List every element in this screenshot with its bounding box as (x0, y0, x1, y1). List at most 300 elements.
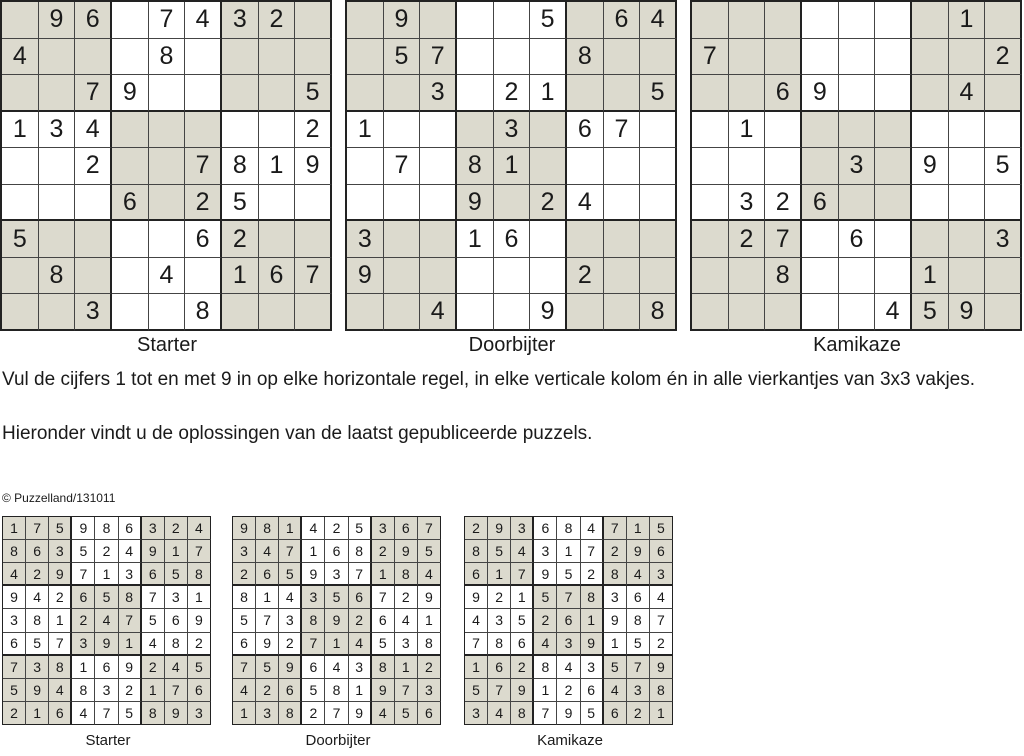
sudoku-cell: 7 (581, 540, 604, 563)
sudoku-cell: 5 (2, 221, 39, 258)
sudoku-cell (494, 39, 531, 76)
sudoku-cell: 4 (325, 656, 348, 679)
sudoku-cell (420, 148, 457, 185)
sudoku-cell: 5 (511, 609, 534, 632)
sudoku-cell: 4 (949, 75, 986, 112)
sudoku-cell (530, 39, 567, 76)
sudoku-cell (912, 221, 949, 258)
sudoku-cell: 4 (233, 679, 256, 702)
sudoku-cell (875, 148, 912, 185)
sudoku-cell (457, 112, 494, 149)
sudoku-cell: 8 (188, 563, 211, 586)
sudoku-cell (112, 39, 149, 76)
sudoku-cell (949, 148, 986, 185)
sudoku-cell: 6 (3, 633, 26, 656)
sudoku-cell (530, 148, 567, 185)
sudoku-cell: 3 (72, 633, 95, 656)
sudoku-cell: 4 (188, 517, 211, 540)
sudoku-cell: 9 (650, 656, 673, 679)
sudoku-cell: 4 (418, 563, 441, 586)
sudoku-cell: 3 (488, 609, 511, 632)
sudoku-cell: 5 (26, 633, 49, 656)
sudoku-cell: 7 (165, 679, 188, 702)
sudoku-cell: 4 (95, 609, 118, 632)
sudoku-cell (875, 2, 912, 39)
sudoku-cell: 3 (581, 656, 604, 679)
sudoku-cell (149, 75, 186, 112)
sudoku-cell (765, 2, 802, 39)
sudoku-cell: 5 (384, 39, 421, 76)
sudoku-cell (765, 112, 802, 149)
sudoku-cell: 1 (534, 679, 557, 702)
sudoku-cell (39, 221, 76, 258)
sudoku-cell: 8 (49, 656, 72, 679)
sudoku-cell: 2 (279, 633, 302, 656)
sudoku-cell (259, 185, 296, 222)
sudoku-cell (985, 112, 1022, 149)
sudoku-cell (640, 148, 677, 185)
sudoku-cell: 2 (729, 221, 766, 258)
sudoku-cell (692, 258, 729, 295)
sudoku-cell: 4 (72, 702, 95, 725)
sudoku-cell: 1 (650, 702, 673, 725)
sudoku-cell: 2 (259, 2, 296, 39)
sudoku-cell: 1 (349, 679, 372, 702)
sudoku-cell (912, 185, 949, 222)
sudoku-cell: 7 (395, 679, 418, 702)
sudoku-cell: 3 (985, 221, 1022, 258)
sudoku-cell: 8 (222, 148, 259, 185)
sudoku-cell: 5 (488, 540, 511, 563)
sudoku-cell: 7 (185, 148, 222, 185)
sudoku-cell: 9 (347, 258, 384, 295)
sudoku-cell: 8 (457, 148, 494, 185)
sudoku-cell: 7 (256, 609, 279, 632)
puzzle-grid-starter (0, 0, 332, 331)
sudoku-cell: 1 (325, 633, 348, 656)
sudoku-cell: 1 (256, 586, 279, 609)
sudoku-cell (457, 258, 494, 295)
instructions-text: Vul de cijfers 1 tot en met 9 in op elke horizontale regel, in elke verticale kolom én in alle vierkantjes van 3x3 vakjes. (2, 369, 976, 390)
sudoku-cell: 6 (627, 586, 650, 609)
sudoku-cell: 2 (534, 609, 557, 632)
sudoku-cell (729, 75, 766, 112)
sudoku-cell: 8 (26, 609, 49, 632)
sudoku-cell (149, 221, 186, 258)
sudoku-cell: 6 (188, 679, 211, 702)
sudoku-cell: 2 (395, 586, 418, 609)
sudoku-cell (729, 148, 766, 185)
sudoku-cell (222, 39, 259, 76)
sudoku-cell (259, 221, 296, 258)
sudoku-cell: 5 (640, 75, 677, 112)
sudoku-cell: 9 (395, 540, 418, 563)
sudoku-cell (604, 39, 641, 76)
sudoku-cell (765, 39, 802, 76)
sudoku-cell (39, 148, 76, 185)
sudoku-cell (729, 39, 766, 76)
sudoku-cell (384, 294, 421, 331)
sudoku-cell: 9 (511, 679, 534, 702)
sudoku-cell: 6 (49, 702, 72, 725)
sudoku-cell: 5 (650, 517, 673, 540)
sudoku-cell: 7 (302, 633, 325, 656)
sudoku-cell: 3 (39, 112, 76, 149)
sudoku-cell: 7 (325, 702, 348, 725)
sudoku-cell (259, 294, 296, 331)
sudoku-cell: 9 (457, 185, 494, 222)
sudoku-cell (494, 258, 531, 295)
sudoku-cell: 9 (372, 679, 395, 702)
sudoku-cell (185, 75, 222, 112)
sudoku-cell (384, 185, 421, 222)
sudoku-cell: 4 (49, 679, 72, 702)
sudoku-cell: 6 (839, 221, 876, 258)
sudoku-cell (259, 75, 296, 112)
sudoku-cell: 9 (188, 609, 211, 632)
sudoku-cell: 1 (347, 112, 384, 149)
sudoku-cell: 4 (279, 586, 302, 609)
sudoku-cell (604, 258, 641, 295)
sudoku-cell: 1 (2, 112, 39, 149)
sudoku-cell: 6 (75, 2, 112, 39)
sudoku-cell: 6 (581, 679, 604, 702)
sudoku-cell: 8 (567, 39, 604, 76)
sudoku-cell: 1 (457, 221, 494, 258)
sudoku-cell: 1 (912, 258, 949, 295)
solution-title-doorbijter: Doorbijter (305, 732, 371, 749)
sudoku-cell (692, 112, 729, 149)
sudoku-cell: 2 (567, 258, 604, 295)
sudoku-cell: 4 (26, 586, 49, 609)
sudoku-cell (692, 75, 729, 112)
sudoku-cell: 6 (165, 609, 188, 632)
sudoku-cell: 6 (395, 517, 418, 540)
sudoku-cell: 9 (142, 540, 165, 563)
sudoku-cell: 7 (511, 563, 534, 586)
sudoku-cell (839, 75, 876, 112)
sudoku-cell: 6 (418, 702, 441, 725)
sudoku-cell: 8 (488, 633, 511, 656)
sudoku-cell: 3 (839, 148, 876, 185)
sudoku-cell: 9 (256, 633, 279, 656)
sudoku-cell: 5 (985, 148, 1022, 185)
sudoku-cell (912, 75, 949, 112)
sudoku-cell: 4 (75, 112, 112, 149)
sudoku-cell (295, 221, 332, 258)
sudoku-cell: 5 (557, 563, 580, 586)
sudoku-cell: 2 (581, 563, 604, 586)
sudoku-cell (185, 39, 222, 76)
sudoku-cell (2, 294, 39, 331)
sudoku-cell (2, 185, 39, 222)
sudoku-cell: 8 (119, 586, 142, 609)
sudoku-cell (259, 39, 296, 76)
sudoku-cell (692, 185, 729, 222)
sudoku-cell: 6 (233, 633, 256, 656)
sudoku-cell: 1 (188, 586, 211, 609)
sudoku-cell (347, 148, 384, 185)
puzzle-grid-kamikaze (690, 0, 1022, 331)
sudoku-cell: 1 (26, 702, 49, 725)
sudoku-cell: 2 (488, 586, 511, 609)
sudoku-cell: 9 (912, 148, 949, 185)
sudoku-cell: 4 (349, 633, 372, 656)
sudoku-cell: 9 (26, 679, 49, 702)
sudoku-cell: 2 (985, 39, 1022, 76)
sudoku-cell: 8 (372, 656, 395, 679)
sudoku-cell: 4 (256, 540, 279, 563)
sudoku-cell: 5 (912, 294, 949, 331)
sudoku-cell: 2 (49, 586, 72, 609)
sudoku-cell: 5 (465, 679, 488, 702)
sudoku-cell (295, 2, 332, 39)
sudoku-cell: 1 (949, 2, 986, 39)
sudoku-cell: 9 (119, 656, 142, 679)
sudoku-cell: 9 (165, 702, 188, 725)
sudoku-cell: 7 (142, 586, 165, 609)
sudoku-cell: 9 (949, 294, 986, 331)
sudoku-cell (765, 148, 802, 185)
sudoku-cell (420, 112, 457, 149)
sudoku-cell: 4 (372, 702, 395, 725)
sudoku-cell (347, 39, 384, 76)
sudoku-cell: 8 (418, 633, 441, 656)
sudoku-cell: 9 (418, 586, 441, 609)
sudoku-cell: 2 (185, 185, 222, 222)
sudoku-cell (567, 148, 604, 185)
sudoku-cell: 8 (650, 679, 673, 702)
sudoku-cell: 7 (72, 563, 95, 586)
sudoku-cell (802, 2, 839, 39)
sudoku-cell: 4 (557, 656, 580, 679)
sudoku-cell (912, 39, 949, 76)
sudoku-cell (494, 294, 531, 331)
puzzle-grid-doorbijter (345, 0, 677, 331)
sudoku-cell: 6 (465, 563, 488, 586)
sudoku-cell: 1 (604, 633, 627, 656)
sudoku-cell: 8 (256, 517, 279, 540)
sudoku-cell: 6 (279, 679, 302, 702)
sudoku-cell: 9 (465, 586, 488, 609)
sudoku-cell: 2 (188, 633, 211, 656)
sudoku-cell: 2 (557, 679, 580, 702)
sudoku-cell (567, 2, 604, 39)
sudoku-cell (295, 185, 332, 222)
sudoku-cell: 4 (875, 294, 912, 331)
sudoku-cell (949, 258, 986, 295)
sudoku-cell: 5 (604, 656, 627, 679)
sudoku-cell: 1 (418, 609, 441, 632)
sudoku-cell (640, 221, 677, 258)
sudoku-cell (875, 39, 912, 76)
sudoku-cell (640, 258, 677, 295)
sudoku-cell: 8 (142, 702, 165, 725)
sudoku-cell: 8 (765, 258, 802, 295)
sudoku-cell (985, 294, 1022, 331)
sudoku-cell: 6 (302, 656, 325, 679)
sudoku-cell: 3 (557, 633, 580, 656)
sudoku-cell: 5 (530, 2, 567, 39)
sudoku-cell (729, 2, 766, 39)
sudoku-cell: 2 (95, 540, 118, 563)
sudoku-cell: 4 (149, 258, 186, 295)
sudoku-cell: 9 (3, 586, 26, 609)
sudoku-cell: 8 (395, 563, 418, 586)
sudoku-cell (604, 221, 641, 258)
sudoku-cell (604, 185, 641, 222)
sudoku-cell (39, 185, 76, 222)
sudoku-cell: 1 (259, 148, 296, 185)
sudoku-cell: 6 (26, 540, 49, 563)
sudoku-cell: 2 (295, 112, 332, 149)
sudoku-cell: 7 (95, 702, 118, 725)
sudoku-cell: 7 (372, 586, 395, 609)
sudoku-cell: 6 (112, 185, 149, 222)
sudoku-cell: 5 (534, 586, 557, 609)
sudoku-cell: 9 (72, 517, 95, 540)
sudoku-cell: 1 (627, 517, 650, 540)
sudoku-cell: 8 (581, 586, 604, 609)
sudoku-cell: 6 (259, 258, 296, 295)
sudoku-cell: 3 (511, 517, 534, 540)
sudoku-cell (729, 258, 766, 295)
sudoku-cell (640, 185, 677, 222)
sudoku-cell (75, 185, 112, 222)
sudoku-cell: 6 (604, 2, 641, 39)
sudoku-cell: 2 (511, 656, 534, 679)
sudoku-cell (839, 258, 876, 295)
sudoku-cell: 2 (165, 517, 188, 540)
sudoku-cell: 6 (650, 540, 673, 563)
sudoku-cell: 1 (581, 609, 604, 632)
sudoku-cell: 2 (349, 609, 372, 632)
sudoku-cell (567, 294, 604, 331)
sudoku-cell: 1 (302, 540, 325, 563)
sudoku-cell (384, 75, 421, 112)
sudoku-cell: 8 (557, 517, 580, 540)
sudoku-cell: 9 (39, 2, 76, 39)
sudoku-cell (75, 39, 112, 76)
sudoku-cell (839, 112, 876, 149)
sudoku-cell: 4 (2, 39, 39, 76)
sudoku-cell (692, 294, 729, 331)
sudoku-cell: 9 (95, 633, 118, 656)
sudoku-cell: 5 (222, 185, 259, 222)
sudoku-cell: 5 (302, 679, 325, 702)
sudoku-cell: 1 (279, 517, 302, 540)
sudoku-cell: 6 (325, 540, 348, 563)
sudoku-cell (729, 294, 766, 331)
sudoku-cell: 7 (488, 679, 511, 702)
sudoku-cell (567, 221, 604, 258)
sudoku-cell: 1 (72, 656, 95, 679)
sudoku-cell: 8 (534, 656, 557, 679)
sudoku-cell (985, 185, 1022, 222)
solution-grid-kamikaze (464, 516, 673, 725)
sudoku-cell: 1 (488, 563, 511, 586)
sudoku-cell: 4 (567, 185, 604, 222)
sudoku-cell (384, 258, 421, 295)
solution-grid-starter (2, 516, 211, 725)
sudoku-cell: 1 (729, 112, 766, 149)
sudoku-cell: 4 (420, 294, 457, 331)
solution-grid-doorbijter (232, 516, 441, 725)
sudoku-cell: 2 (256, 679, 279, 702)
sudoku-cell (112, 221, 149, 258)
sudoku-cell: 9 (112, 75, 149, 112)
sudoku-cell (2, 2, 39, 39)
sudoku-cell: 5 (295, 75, 332, 112)
sudoku-cell: 9 (302, 563, 325, 586)
sudoku-cell: 3 (279, 609, 302, 632)
sudoku-cell (949, 39, 986, 76)
sudoku-cell: 3 (534, 540, 557, 563)
sudoku-cell (39, 39, 76, 76)
sudoku-cell (2, 75, 39, 112)
sudoku-cell: 2 (3, 702, 26, 725)
sudoku-cell: 9 (349, 702, 372, 725)
sudoku-cell (692, 148, 729, 185)
sudoku-cell (875, 75, 912, 112)
solutions-intro-text: Hieronder vindt u de oplossingen van de laatst gepubliceerde puzzels. (2, 423, 593, 444)
sudoku-cell: 5 (233, 609, 256, 632)
sudoku-cell: 7 (534, 702, 557, 725)
sudoku-cell: 1 (233, 702, 256, 725)
sudoku-cell: 5 (95, 586, 118, 609)
sudoku-cell: 4 (581, 517, 604, 540)
sudoku-cell: 2 (233, 563, 256, 586)
sudoku-cell: 3 (465, 702, 488, 725)
sudoku-cell (912, 112, 949, 149)
sudoku-cell: 3 (49, 540, 72, 563)
sudoku-cell: 3 (95, 679, 118, 702)
sudoku-cell: 7 (418, 517, 441, 540)
sudoku-cell: 5 (119, 702, 142, 725)
sudoku-cell: 4 (395, 609, 418, 632)
sudoku-cell (420, 258, 457, 295)
sudoku-cell: 5 (395, 702, 418, 725)
sudoku-cell: 7 (465, 633, 488, 656)
sudoku-cell: 3 (395, 633, 418, 656)
sudoku-cell: 6 (604, 702, 627, 725)
sudoku-cell: 9 (604, 609, 627, 632)
sudoku-cell (295, 39, 332, 76)
sudoku-cell: 7 (233, 656, 256, 679)
sudoku-cell: 3 (347, 221, 384, 258)
sudoku-cell: 8 (302, 609, 325, 632)
sudoku-cell (949, 112, 986, 149)
sudoku-cell: 7 (279, 540, 302, 563)
sudoku-cell: 5 (418, 540, 441, 563)
sudoku-cell (692, 2, 729, 39)
sudoku-cell: 8 (640, 294, 677, 331)
sudoku-cell: 3 (188, 702, 211, 725)
sudoku-cell: 1 (49, 609, 72, 632)
sudoku-cell (839, 39, 876, 76)
sudoku-cell (185, 258, 222, 295)
sudoku-cell: 7 (384, 148, 421, 185)
sudoku-cell: 6 (72, 586, 95, 609)
solution-title-kamikaze: Kamikaze (537, 732, 603, 749)
sudoku-cell (149, 112, 186, 149)
sudoku-cell: 6 (534, 517, 557, 540)
sudoku-cell: 1 (557, 540, 580, 563)
sudoku-cell (420, 221, 457, 258)
sudoku-cell: 8 (325, 679, 348, 702)
sudoku-cell: 4 (488, 702, 511, 725)
sudoku-cell: 3 (420, 75, 457, 112)
